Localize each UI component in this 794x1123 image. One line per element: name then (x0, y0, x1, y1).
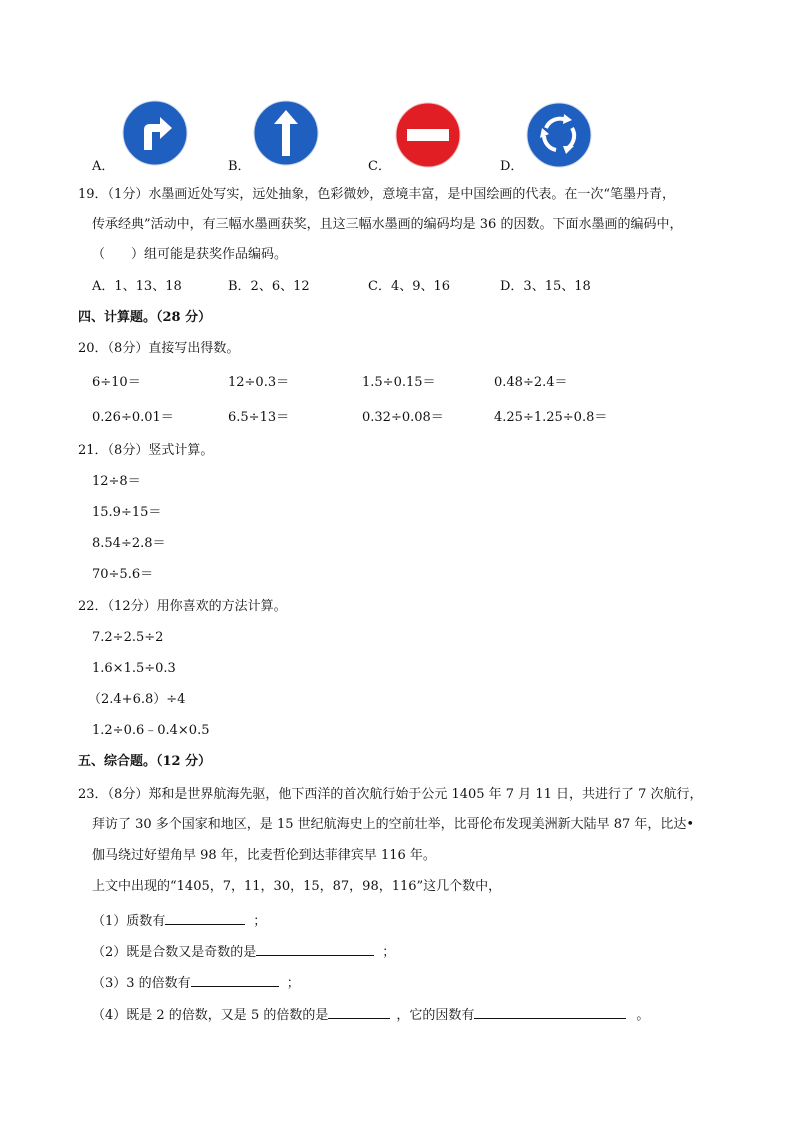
q19-line-3: （ ）组可能是获奖作品编码。 (92, 247, 288, 262)
q23-line-3: 伽马绕过好望角早 98 年，比麦哲伦到达菲律宾早 116 年。 (92, 848, 436, 863)
answer-blank-primes[interactable] (165, 910, 245, 925)
q20-item: 12÷0.3＝ (228, 375, 290, 390)
q21-item: 15.9÷15＝ (92, 505, 162, 520)
q20-item: 0.32÷0.08＝ (362, 410, 444, 425)
section-4-heading: 四、计算题。（28 分） (78, 310, 212, 325)
q19-option-d: D．3、15、18 (500, 279, 591, 294)
q23-sub-2: （2）既是合数又是奇数的是 ； (92, 941, 395, 962)
q20-item: 6÷10＝ (92, 375, 141, 390)
option-letter-c: C． (368, 159, 391, 174)
q23-sub-4: （4）既是 2 的倍数，又是 5 的倍数的是 ，它的因数有 。 (92, 1004, 649, 1025)
q23-line-4: 上文中出现的“1405，7，11，30，15，87，98，116”这几个数中， (92, 879, 502, 894)
q19-option-b: B．2、6、12 (228, 279, 310, 294)
q21-title: 21．（8分）竖式计算。 (78, 443, 214, 458)
q19-line-2: 传承经典”活动中，有三幅水墨画获奖，且这三幅水墨画的编码均是 36 的因数。下面水墨画的编码中， (92, 217, 683, 232)
roundabout-icon (526, 102, 592, 168)
answer-blank-factors[interactable] (474, 1004, 626, 1019)
q22-item: 1.6×1.5÷0.3 (92, 661, 176, 676)
q23-sub-3: （3）3 的倍数有 ； (92, 972, 300, 993)
section-5-heading: 五、综合题。（12 分） (78, 754, 212, 769)
answer-blank-odd-composites[interactable] (256, 941, 374, 956)
q23-sub-1: （1）质数有 ； (92, 910, 266, 931)
option-letter-d: D． (500, 159, 524, 174)
q20-item: 0.48÷2.4＝ (494, 375, 568, 390)
q22-title: 22．（12分）用你喜欢的方法计算。 (78, 599, 287, 614)
no-entry-icon (395, 102, 461, 168)
turn-right-arrow-icon (122, 100, 188, 166)
q21-item: 70÷5.6＝ (92, 567, 154, 582)
q19-option-c: C．4、9、16 (368, 279, 451, 294)
straight-ahead-arrow-icon (253, 100, 319, 166)
q21-item: 12÷8＝ (92, 474, 141, 489)
q20-item: 4.25÷1.25÷0.8＝ (494, 410, 608, 425)
q19-option-a: A．1、13、18 (92, 279, 182, 294)
option-letter-a: A． (92, 159, 115, 174)
q22-item: 7.2÷2.5÷2 (92, 630, 164, 645)
q20-item: 1.5÷0.15＝ (362, 375, 436, 390)
q20-item: 6.5÷13＝ (228, 410, 290, 425)
answer-blank-multiples-of-3[interactable] (191, 972, 279, 987)
q19-line-1: 19．（1分）水墨画近处写实，远处抽象，色彩微妙，意境丰富，是中国绘画的代表。在一次“笔墨丹青， (78, 187, 675, 202)
q21-item: 8.54÷2.8＝ (92, 536, 166, 551)
q22-item: 1.2÷0.6﹣0.4×0.5 (92, 723, 210, 738)
option-letter-b: B． (228, 159, 251, 174)
q20-title: 20．（8分）直接写出得数。 (78, 341, 240, 356)
q20-item: 0.26÷0.01＝ (92, 410, 174, 425)
answer-blank-multiples-of-10[interactable] (328, 1004, 390, 1019)
q23-line-1: 23．（8分）郑和是世界航海先驱，他下西洋的首次航行始于公元 1405 年 7 月 11 日，共进行了 7 次航行， (78, 787, 703, 802)
q23-line-2: 拜访了 30 多个国家和地区，是 15 世纪航海史上的空前壮举，比哥伦布发现美洲新大陆早 87 年，比达• (92, 817, 695, 832)
q22-item: （2.4+6.8）÷4 (88, 692, 186, 707)
